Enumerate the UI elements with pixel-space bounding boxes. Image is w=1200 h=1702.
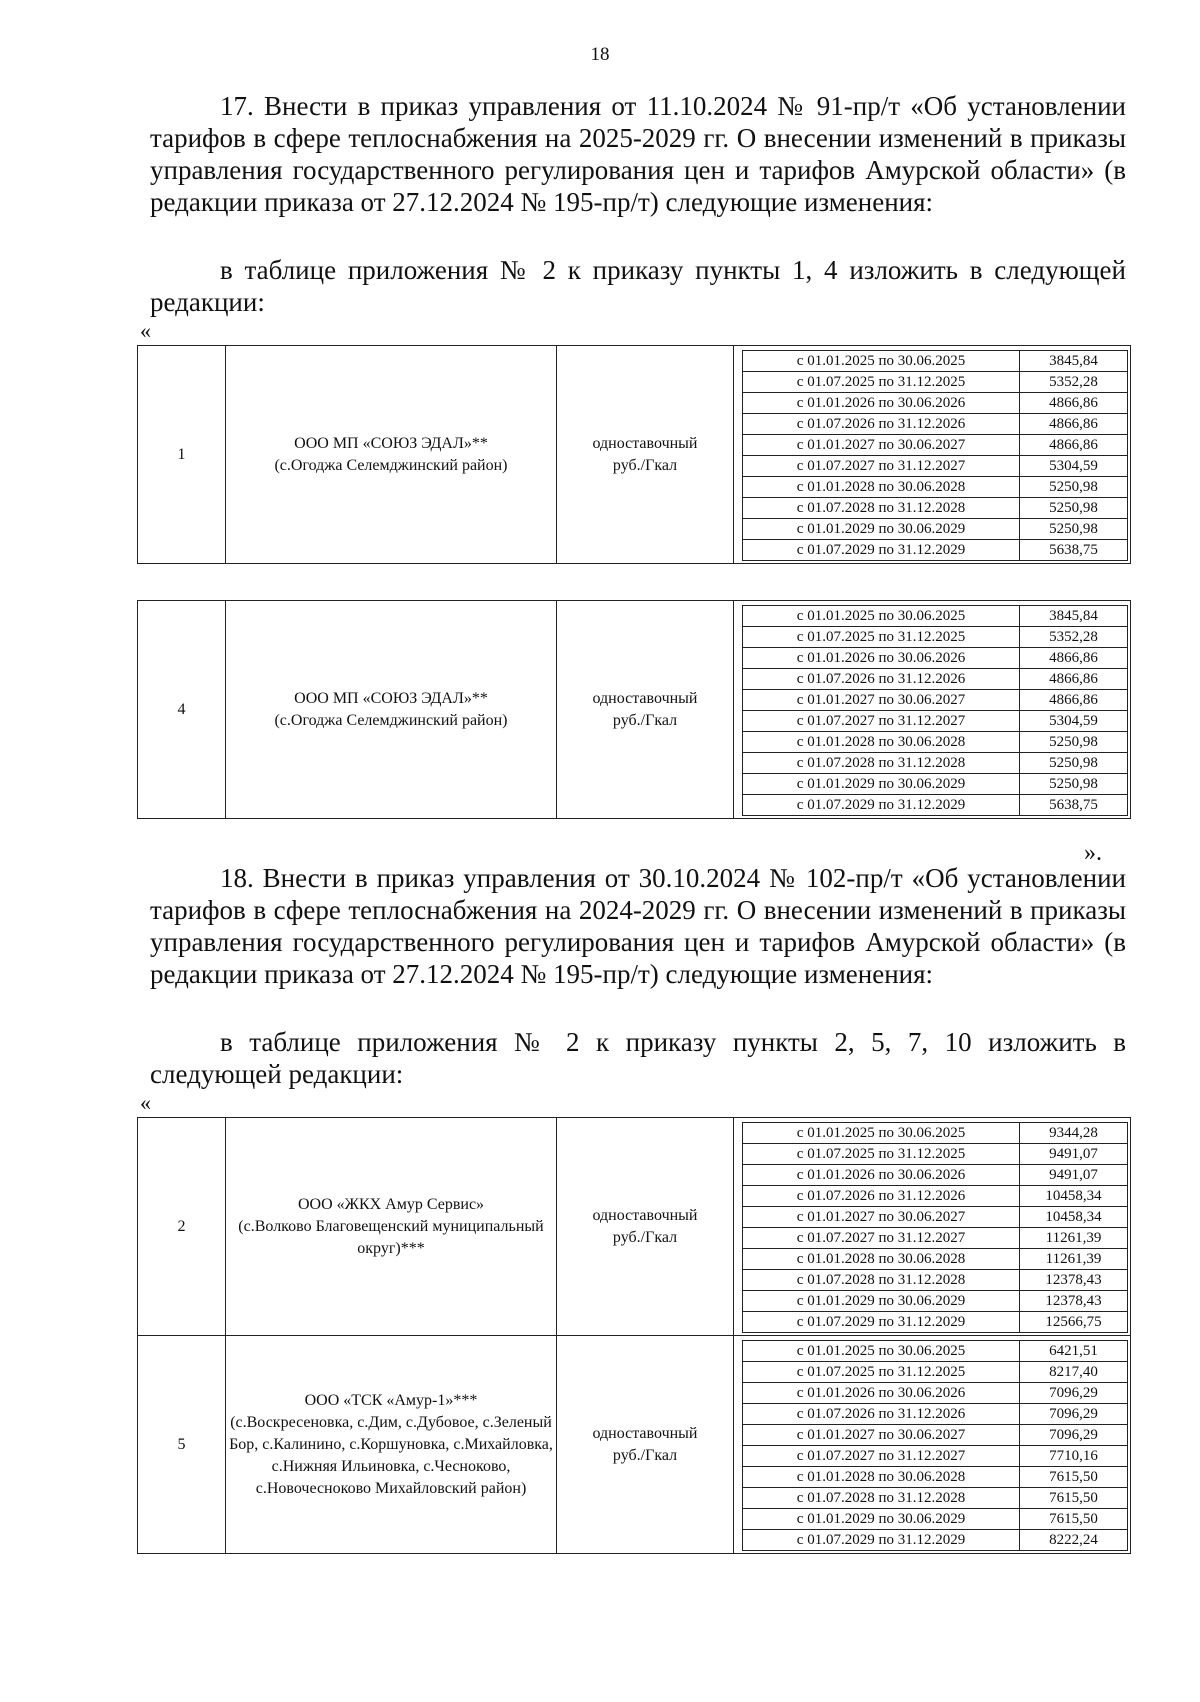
tariff-value: 4866,86 [1020, 669, 1128, 690]
period-range: с 01.07.2027 по 31.12.2027 [743, 711, 1020, 732]
periods-cell [734, 1118, 1131, 1336]
period-row [743, 1207, 1128, 1228]
period-range: с 01.01.2027 по 30.06.2027 [743, 690, 1020, 711]
period-range: с 01.01.2029 по 30.06.2029 [743, 519, 1020, 540]
period-row [743, 1270, 1128, 1291]
period-range: с 01.07.2028 по 31.12.2028 [743, 498, 1020, 519]
tariff-value: 5250,98 [1020, 732, 1128, 753]
tariff-value: 7096,29 [1020, 1404, 1128, 1425]
period-row [743, 1165, 1128, 1186]
period-row [743, 627, 1128, 648]
period-row [743, 1446, 1128, 1467]
period-range: с 01.07.2027 по 31.12.2027 [743, 1446, 1020, 1467]
period-row [743, 1144, 1128, 1165]
period-row [743, 1530, 1128, 1551]
tariff-value: 10458,34 [1020, 1186, 1128, 1207]
section-18-instruction: в таблице приложения № 2 к приказу пункты 2, 5, 7, 10 изложить в следующей редакции: [150, 1027, 1126, 1089]
tariff-value: 5250,98 [1020, 498, 1128, 519]
tariff-table [137, 1117, 1131, 1554]
period-range: с 01.07.2025 по 31.12.2025 [743, 372, 1020, 393]
tariff-value: 5250,98 [1020, 519, 1128, 540]
period-range: с 01.07.2028 по 31.12.2028 [743, 753, 1020, 774]
tariff-value: 11261,39 [1020, 1249, 1128, 1270]
period-row [743, 1123, 1128, 1144]
period-range: с 01.01.2025 по 30.06.2025 [743, 1341, 1020, 1362]
period-row [743, 498, 1128, 519]
section-17-instruction: в таблице приложения № 2 к приказу пункты 1, 4 изложить в следующей редакции: [150, 255, 1126, 317]
period-row [743, 648, 1128, 669]
period-row [743, 1312, 1128, 1333]
organization-location: (с.Огоджа Селемджинский район) [274, 456, 508, 474]
organization-location: (с.Огоджа Селемджинский район) [274, 711, 508, 729]
tariff-value: 7096,29 [1020, 1383, 1128, 1404]
period-row [743, 456, 1128, 477]
tariff-value: 7710,16 [1020, 1446, 1128, 1467]
periods-cell [734, 601, 1131, 819]
tariff-value: 5352,28 [1020, 372, 1128, 393]
period-row [743, 606, 1128, 627]
tariff-value: 5304,59 [1020, 711, 1128, 732]
period-range: с 01.07.2029 по 31.12.2029 [743, 1530, 1020, 1551]
quote-open: « [140, 1090, 151, 1115]
organization-name: ООО МП «СОЮЗ ЭДАЛ»** [294, 689, 488, 707]
organization-cell [226, 1336, 557, 1554]
period-range: с 01.07.2028 по 31.12.2028 [743, 1488, 1020, 1509]
rate-type: одноставочный [592, 1424, 698, 1442]
period-row [743, 669, 1128, 690]
tariff-value: 9344,28 [1020, 1123, 1128, 1144]
tariff-value: 7615,50 [1020, 1509, 1128, 1530]
period-row [743, 1488, 1128, 1509]
periods-cell [734, 1336, 1131, 1554]
period-range: с 01.01.2028 по 30.06.2028 [743, 732, 1020, 753]
period-row [743, 732, 1128, 753]
period-table [742, 1340, 1128, 1551]
period-row [743, 1425, 1128, 1446]
organization-name: ООО «ТСК «Амур-1»*** [304, 1391, 478, 1409]
period-range: с 01.07.2026 по 31.12.2026 [743, 414, 1020, 435]
tariff-value: 9491,07 [1020, 1144, 1128, 1165]
period-range: с 01.01.2026 по 30.06.2026 [743, 393, 1020, 414]
period-range: с 01.01.2027 по 30.06.2027 [743, 1207, 1020, 1228]
section-18-text: 18. Внести в приказ управления от 30.10.2024 № 102-пр/т «Об установлении тарифов в сфере теплоснабжения на 2024-2029 гг. О внесении изменений в приказы управления государственного регулирования цен и тарифов Амурской области» (в редакции приказа от 27.12.2024 № 195-пр/т) следующие изменения: [150, 863, 1126, 989]
tariff-value: 4866,86 [1020, 690, 1128, 711]
period-row [743, 540, 1128, 561]
period-range: с 01.07.2026 по 31.12.2026 [743, 1404, 1020, 1425]
period-range: с 01.01.2029 по 30.06.2029 [743, 1509, 1020, 1530]
quote-close: ». [1084, 840, 1102, 866]
period-row [743, 372, 1128, 393]
table-row [138, 346, 1131, 564]
table-row [138, 1118, 1131, 1336]
rate-unit: руб./Гкал [612, 1446, 678, 1464]
tariff-value: 6421,51 [1020, 1341, 1128, 1362]
rate-cell [557, 346, 734, 564]
period-range: с 01.07.2025 по 31.12.2025 [743, 1362, 1020, 1383]
tariff-value: 4866,86 [1020, 435, 1128, 456]
tariff-value: 9491,07 [1020, 1165, 1128, 1186]
organization-location: (с.Волково Благовещенский муниципальный округ)*** [238, 1217, 544, 1257]
period-range: с 01.01.2029 по 30.06.2029 [743, 774, 1020, 795]
tariff-value: 12566,75 [1020, 1312, 1128, 1333]
tariff-value: 4866,86 [1020, 393, 1128, 414]
tariff-value: 7096,29 [1020, 1425, 1128, 1446]
period-row [743, 1404, 1128, 1425]
tariff-value: 7615,50 [1020, 1467, 1128, 1488]
tariff-value: 12378,43 [1020, 1270, 1128, 1291]
period-row [743, 1249, 1128, 1270]
period-range: с 01.07.2025 по 31.12.2025 [743, 627, 1020, 648]
period-range: с 01.07.2027 по 31.12.2027 [743, 1228, 1020, 1249]
table-row [138, 601, 1131, 819]
rate-type: одноставочный [592, 1206, 698, 1224]
tariff-value: 5250,98 [1020, 753, 1128, 774]
tariff-value: 5250,98 [1020, 774, 1128, 795]
rate-type: одноставочный [592, 689, 698, 707]
tariff-value: 5352,28 [1020, 627, 1128, 648]
period-range: с 01.01.2028 по 30.06.2028 [743, 1249, 1020, 1270]
rate-unit: руб./Гкал [612, 1228, 678, 1246]
period-range: с 01.01.2027 по 30.06.2027 [743, 435, 1020, 456]
tariff-table [137, 600, 1131, 819]
period-table [742, 350, 1128, 561]
period-row [743, 690, 1128, 711]
period-range: с 01.01.2026 по 30.06.2026 [743, 1383, 1020, 1404]
period-row [743, 351, 1128, 372]
row-number: 5 [138, 1336, 226, 1554]
page-number: 18 [590, 44, 610, 65]
period-range: с 01.07.2025 по 31.12.2025 [743, 1144, 1020, 1165]
rate-cell [557, 601, 734, 819]
rate-unit: руб./Гкал [612, 711, 678, 729]
rate-cell [557, 1336, 734, 1554]
tariff-value: 7615,50 [1020, 1488, 1128, 1509]
period-range: с 01.01.2025 по 30.06.2025 [743, 606, 1020, 627]
period-range: с 01.01.2026 по 30.06.2026 [743, 648, 1020, 669]
tariff-value: 3845,84 [1020, 606, 1128, 627]
period-table [742, 605, 1128, 816]
period-row [743, 477, 1128, 498]
period-row [743, 795, 1128, 816]
tariff-table [137, 345, 1131, 564]
table-row [138, 1336, 1131, 1554]
period-range: с 01.01.2025 по 30.06.2025 [743, 1123, 1020, 1144]
rate-unit: руб./Гкал [612, 456, 678, 474]
tariff-value: 10458,34 [1020, 1207, 1128, 1228]
period-row [743, 1291, 1128, 1312]
period-range: с 01.07.2026 по 31.12.2026 [743, 1186, 1020, 1207]
tariff-value: 5638,75 [1020, 795, 1128, 816]
period-range: с 01.07.2029 по 31.12.2029 [743, 540, 1020, 561]
period-range: с 01.01.2025 по 30.06.2025 [743, 351, 1020, 372]
tariff-value: 8217,40 [1020, 1362, 1128, 1383]
tariff-value: 5304,59 [1020, 456, 1128, 477]
period-row [743, 711, 1128, 732]
row-number: 1 [138, 346, 226, 564]
organization-name: ООО «ЖКХ Амур Сервис» [297, 1195, 485, 1213]
tariff-value: 4866,86 [1020, 648, 1128, 669]
tariff-value: 8222,24 [1020, 1530, 1128, 1551]
organization-location: (с.Воскресеновка, с.Дим, с.Дубовое, с.Зеленый Бор, с.Калинино, с.Коршуновка, с.Михайловка, с.Нижняя Ильиновка, с.Чесноково, с.Новочесноково Михайловский район) [229, 1413, 553, 1497]
period-row [743, 1186, 1128, 1207]
tariff-value: 11261,39 [1020, 1228, 1128, 1249]
period-range: с 01.01.2028 по 30.06.2028 [743, 1467, 1020, 1488]
period-range: с 01.07.2029 по 31.12.2029 [743, 1312, 1020, 1333]
row-number: 2 [138, 1118, 226, 1336]
row-number: 4 [138, 601, 226, 819]
period-range: с 01.01.2026 по 30.06.2026 [743, 1165, 1020, 1186]
organization-cell [226, 1118, 557, 1336]
period-table [742, 1122, 1128, 1333]
rate-cell [557, 1118, 734, 1336]
tariff-value: 3845,84 [1020, 351, 1128, 372]
organization-cell [226, 346, 557, 564]
period-range: с 01.01.2027 по 30.06.2027 [743, 1425, 1020, 1446]
periods-cell [734, 346, 1131, 564]
quote-open: « [140, 318, 151, 343]
period-range: с 01.01.2028 по 30.06.2028 [743, 477, 1020, 498]
period-row [743, 435, 1128, 456]
rate-type: одноставочный [592, 434, 698, 452]
period-row [743, 1383, 1128, 1404]
period-row [743, 1509, 1128, 1530]
period-range: с 01.07.2027 по 31.12.2027 [743, 456, 1020, 477]
tariff-value: 12378,43 [1020, 1291, 1128, 1312]
period-row [743, 414, 1128, 435]
period-range: с 01.01.2029 по 30.06.2029 [743, 1291, 1020, 1312]
period-range: с 01.07.2026 по 31.12.2026 [743, 669, 1020, 690]
tariff-value: 5250,98 [1020, 477, 1128, 498]
section-17-text: 17. Внести в приказ управления от 11.10.2024 № 91-пр/т «Об установлении тарифов в сфере теплоснабжения на 2025-2029 гг. О внесении изменений в приказы управления государственного регулирования цен и тарифов Амурской области» (в редакции приказа от 27.12.2024 № 195-пр/т) следующие изменения: [150, 91, 1126, 217]
period-row [743, 753, 1128, 774]
period-row [743, 774, 1128, 795]
period-row [743, 1341, 1128, 1362]
period-range: с 01.07.2028 по 31.12.2028 [743, 1270, 1020, 1291]
period-row [743, 1467, 1128, 1488]
period-row [743, 393, 1128, 414]
tariff-value: 5638,75 [1020, 540, 1128, 561]
period-range: с 01.07.2029 по 31.12.2029 [743, 795, 1020, 816]
tariff-value: 4866,86 [1020, 414, 1128, 435]
organization-name: ООО МП «СОЮЗ ЭДАЛ»** [294, 434, 488, 452]
organization-cell [226, 601, 557, 819]
period-row [743, 1362, 1128, 1383]
period-row [743, 519, 1128, 540]
period-row [743, 1228, 1128, 1249]
